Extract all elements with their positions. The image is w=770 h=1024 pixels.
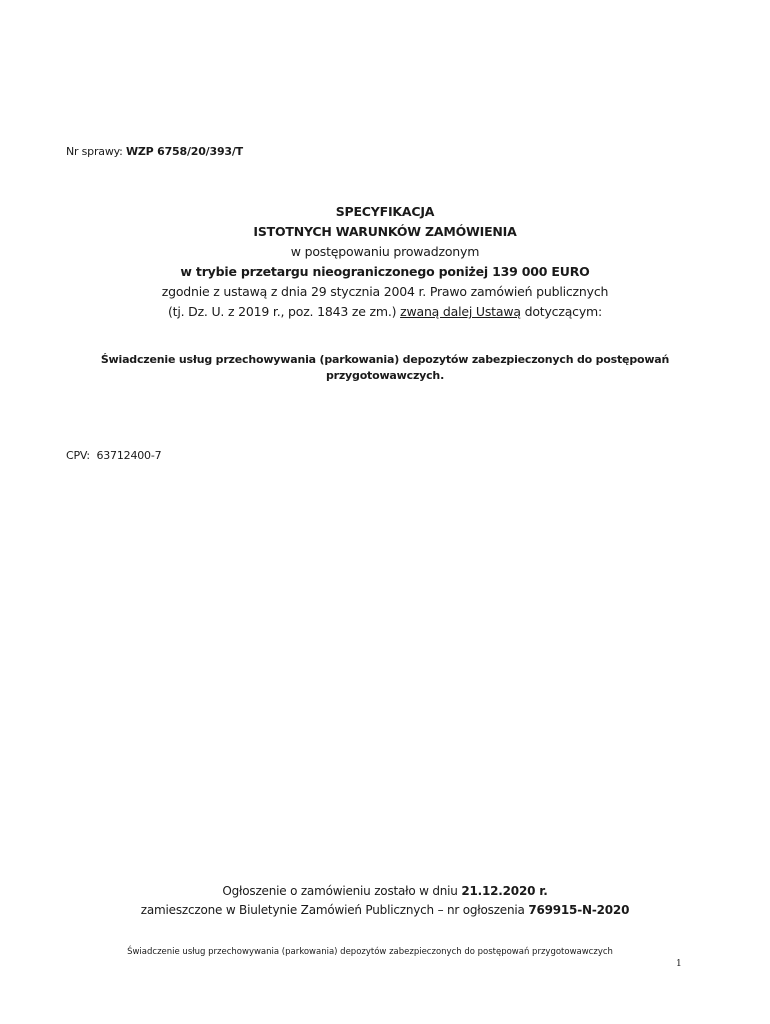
case-number <box>66 145 243 158</box>
title-line-1: SPECYFIKACJA <box>335 204 435 219</box>
publication-notice <box>0 882 770 920</box>
title-line-4: w trybie przetargu nieograniczonego poniżej 139 000 EURO <box>180 264 590 279</box>
title-line-2: ISTOTNYCH WARUNKÓW ZAMÓWIENIA <box>253 224 517 239</box>
notice-line-2-text: zamieszczone w Biuletynie Zamówień Publicznych – nr ogłoszenia <box>140 903 525 917</box>
title-line-5: zgodnie z ustawą z dnia 29 stycznia 2004 r. Prawo zamówień publicznych <box>161 284 609 299</box>
page-number: 1 <box>676 959 682 969</box>
case-number-label: Nr sprawy: <box>66 145 123 158</box>
document-title-block <box>0 202 770 322</box>
notice-line-2 <box>0 901 770 920</box>
cpv-label: CPV: <box>66 449 90 462</box>
case-number-value: WZP 6758/20/393/T <box>125 145 243 158</box>
notice-line-1-text: Ogłoszenie o zamówieniu zostało w dniu <box>222 884 458 898</box>
notice-number: 769915-N-2020 <box>528 903 630 917</box>
title-line-6 <box>0 302 770 322</box>
title-line-6-underlined: zwaną dalej Ustawą <box>400 304 521 319</box>
subject-line-1: Świadczenie usług przechowywania (parkowania) depozytów zabezpieczonych do postępowań <box>100 353 670 366</box>
cpv-code <box>66 449 161 462</box>
notice-line-1 <box>0 882 770 901</box>
title-line-6-suffix: dotyczącym: <box>524 304 603 319</box>
cpv-value: 63712400-7 <box>96 449 162 462</box>
subject-line-2: przygotowawczych. <box>325 369 445 382</box>
title-line-3: w postępowaniu prowadzonym <box>290 244 480 259</box>
page-footer: Świadczenie usług przechowywania (parkowania) depozytów zabezpieczonych do postępowań przygotowawczych <box>127 947 613 957</box>
notice-date: 21.12.2020 r. <box>461 884 548 898</box>
procurement-subject <box>60 352 710 384</box>
title-line-6-prefix: (tj. Dz. U. z 2019 r., poz. 1843 ze zm.) <box>167 304 397 319</box>
